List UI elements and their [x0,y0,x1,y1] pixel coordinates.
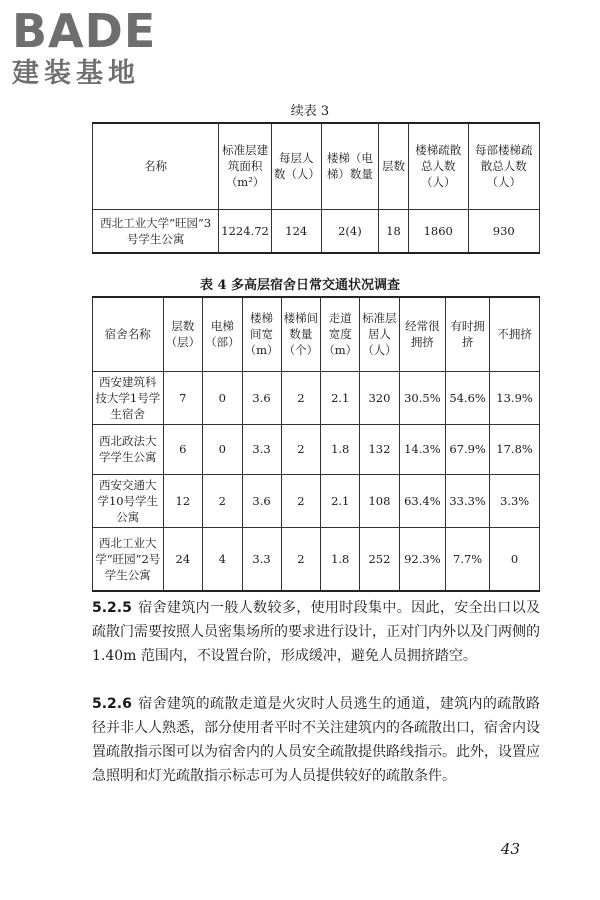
table-cell: 252 [360,527,400,591]
table-cell: 14.3% [399,424,445,474]
table-cell: 西安建筑科技大学1号学生宿舍 [93,371,164,424]
table-cell: 67.9% [446,424,490,474]
table1-header: 每部楼梯疏散总人数（人） [468,123,539,209]
table-cell: 2 [281,527,321,591]
table2-header: 层数（层） [163,297,203,371]
table2-header: 楼梯间宽（m） [242,297,281,371]
table-cell: 西北政法大学学生公寓 [93,424,164,474]
table-dorm-summary [92,122,540,254]
table-cell: 1.8 [321,424,360,474]
table1-header: 楼梯（电梯）数量 [321,123,378,209]
table2-header-row [93,297,540,371]
table2-header: 楼梯间数量（个） [281,297,321,371]
paragraph-5-2-5 [92,596,540,668]
paragraph-5-2-6 [92,692,540,788]
table-cell: 2 [281,371,321,424]
table-cell: 西北工业大学“旺园”3号学生公寓 [93,209,219,253]
table-cell: 西安交通大学10号学生公寓 [93,474,164,527]
logo [12,6,172,92]
table-cell: 124 [271,209,321,253]
table-cell: 2 [281,424,321,474]
table-row [93,474,540,527]
clause-text: 宿舍建筑的疏散走道是火灾时人员逃生的通道，建筑内的疏散路径并非人人熟悉，部分使用者平时不关注建筑内的各疏散出口，宿舍内设置疏散指示图可以为宿舍内的人员安全疏散提供路线指示。此外，设置应急照明和灯光疏散指示标志可为人员提供较好的疏散条件。 [92,696,540,784]
logo-word: BADE [12,4,157,58]
table-cell: 1224.72 [219,209,272,253]
table2-header: 经常很拥挤 [399,297,445,371]
table-cell: 2 [203,474,243,527]
table-traffic-survey [92,296,540,592]
table1-header: 每层人数（人） [271,123,321,209]
table2-header: 标准层居人（人） [360,297,400,371]
clause-number: 5.2.5 [92,600,132,616]
table-cell: 3.3 [242,527,281,591]
table-cell: 17.8% [490,424,540,474]
clause-text: 宿舍建筑内一般人数较多，使用时段集中。因此，安全出口以及疏散门需要按照人员密集场所的要求进行设计，正对门内外以及门两侧的 1.40m 范围内，不设置台阶，形成缓冲，避免人员拥挤踏空。 [92,600,540,664]
table-cell: 30.5% [399,371,445,424]
table-cell: 18 [379,209,409,253]
table-cell: 1860 [408,209,468,253]
table-cell: 2(4) [321,209,378,253]
table-cell: 2.1 [321,474,360,527]
table2-header: 走道宽度（m） [321,297,360,371]
table2-header: 电梯（部） [203,297,243,371]
table1-header: 标准层建筑面积（m²） [219,123,272,209]
table-row [93,209,540,253]
table2-header: 有时拥挤 [446,297,490,371]
table1-header: 楼梯疏散总人数（人） [408,123,468,209]
table-cell: 6 [163,424,203,474]
table-cell: 0 [203,371,243,424]
table-row [93,527,540,591]
table-cell: 320 [360,371,400,424]
table-cell: 33.3% [446,474,490,527]
table-cell: 24 [163,527,203,591]
table-cell: 3.3% [490,474,540,527]
table-row [93,371,540,424]
table-cell: 132 [360,424,400,474]
table-cell: 3.6 [242,371,281,424]
table1-header: 名称 [93,123,219,209]
table-row [93,424,540,474]
table-cell: 3.3 [242,424,281,474]
clause-number: 5.2.6 [92,696,132,712]
table-cell: 63.4% [399,474,445,527]
table-cell: 12 [163,474,203,527]
table-cell: 930 [468,209,539,253]
table-cell: 0 [490,527,540,591]
table1-caption: 续表 3 [290,104,330,119]
table-cell: 54.6% [446,371,490,424]
table-cell: 0 [203,424,243,474]
table-cell: 7 [163,371,203,424]
table-cell: 92.3% [399,527,445,591]
table-cell: 2 [281,474,321,527]
table-cell: 13.9% [490,371,540,424]
table-cell: 1.8 [321,527,360,591]
table1-header-row [93,123,540,209]
table2-header: 宿舍名称 [93,297,164,371]
table-cell: 西北工业大学“旺园”2号学生公寓 [93,527,164,591]
table2-caption: 表 4 多高层宿舍日常交通状况调查 [199,278,401,293]
table-cell: 4 [203,527,243,591]
table-cell: 7.7% [446,527,490,591]
table-cell: 108 [360,474,400,527]
table-cell: 3.6 [242,474,281,527]
table-cell: 2.1 [321,371,360,424]
table2-header: 不拥挤 [490,297,540,371]
logo-subtitle: 建装基地 [12,58,140,89]
page-number: 43 [500,840,520,858]
table1-header: 层数 [379,123,409,209]
